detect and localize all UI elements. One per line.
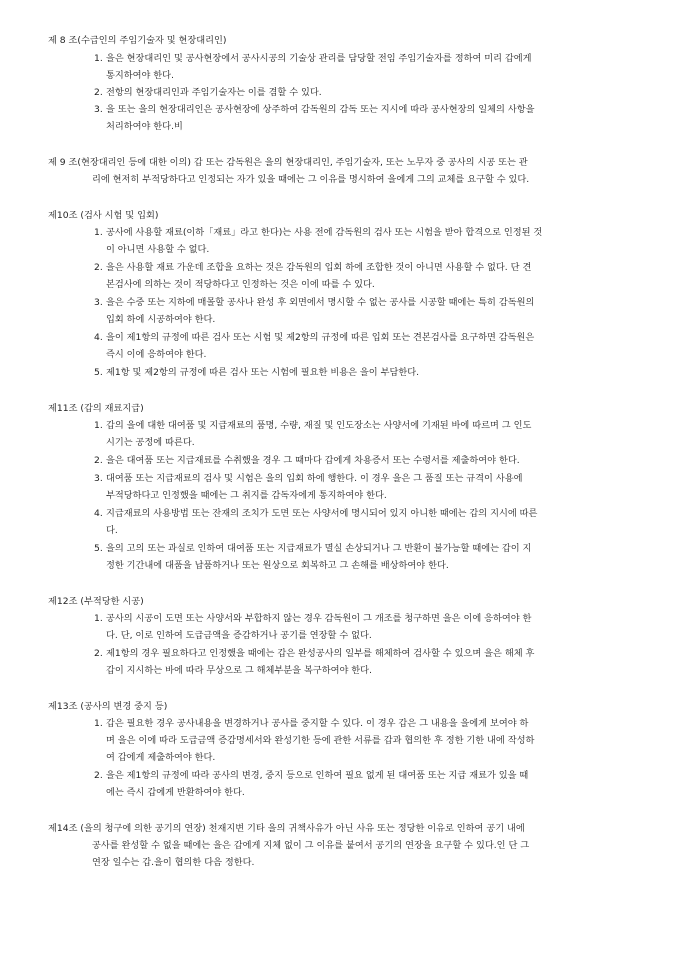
article-14-text: 제14조 (을의 청구에 의한 공기의 연장) 천재지변 기타 을의 귀책사유가 아닌 사유 또는 정당한 이유로 인하여 공기 내에 (48, 823, 525, 834)
item-text: 지급재료의 사용방법 또는 잔재의 조치가 도면 또는 사양서에 명시되어 있지 아니한 때에는 갑의 지시에 따른 (106, 508, 538, 519)
item-number: 3. (94, 297, 103, 308)
item-number: 5. (94, 543, 103, 554)
item-text: 즉시 이에 응하여야 한다. (106, 349, 207, 360)
item-number: 2. (94, 262, 103, 273)
item-text: 을은 대여품 또는 지급재료를 수취했을 경우 그 때마다 갑에게 차용증서 또는 수령서를 제출하여야 한다. (106, 455, 520, 466)
item-text: 갑의 을에 대한 대여품 및 지급재료의 품명, 수량, 재질 및 인도장소는 사양서에 기재된 바에 따르며 그 인도 (106, 420, 532, 431)
article-10-title: 제10조 (검사 시험 및 입회) (48, 210, 159, 221)
item-text: 을은 수중 또는 지하에 매몰할 공사나 완성 후 외면에서 명시할 수 없는 공사를 시공할 때에는 특히 감독원의 (106, 297, 535, 308)
item-text: 을이 제1항의 규정에 따른 검사 또는 시험 및 제2항의 규정에 따른 입회 또는 견본검사를 요구하면 감독원은 (106, 332, 535, 343)
article-8-title: 제 8 조(수급인의 주임기술자 및 현장대리인) (48, 35, 227, 46)
item-number: 1. (94, 718, 103, 729)
item-text: 을은 제1항의 규정에 따라 공사의 변경, 중지 등으로 인하여 필요 없게 된 대여품 또는 지급 재료가 있을 때 (106, 770, 529, 781)
item-number: 2. (94, 87, 103, 98)
article-14-text: 연장 일수는 갑.을이 협의한 다음 정한다. (92, 857, 255, 868)
item-text: 을 또는 을의 현장대리인은 공사현장에 상주하여 감독원의 감독 또는 지시에 따라 공사현장의 일체의 사항을 (106, 104, 535, 115)
item-text: 시기는 공정에 따른다. (106, 437, 195, 448)
item-number: 3. (94, 104, 103, 115)
item-number: 4. (94, 332, 103, 343)
item-text: 입회 하에 시공하여야 한다. (106, 314, 216, 325)
item-text: 처리하여야 한다.비 (106, 121, 183, 132)
article-9-text: 제 9 조(현장대리인 등에 대한 이의) 갑 또는 감독원은 을의 현장대리인, 주임기술자, 또는 노무자 중 공사의 시공 또는 관 (48, 157, 528, 168)
item-text: 공사에 사용할 재료(이하「재료」라고 한다)는 사용 전에 감독원의 검사 또는 시험을 받아 합격으로 인정된 것 (106, 227, 543, 238)
item-text: 며 을은 이에 따라 도급금액 증감명세서와 완성기한 등에 관한 서류를 갑과 협의한 후 정한 기한 내에 작성하 (106, 735, 535, 746)
item-number: 1. (94, 613, 103, 624)
item-number: 1. (94, 53, 103, 64)
item-text: 다. (106, 525, 118, 536)
item-text: 제1항 및 제2항의 규정에 따른 검사 또는 시험에 필요한 비용은 을이 부담한다. (106, 367, 419, 378)
item-number: 2. (94, 770, 103, 781)
article-11-title: 제11조 (갑의 재료지급) (48, 403, 144, 414)
item-text: 부적당하다고 인정했을 때에는 그 취지를 감독자에게 통지하여야 한다. (106, 490, 387, 501)
item-text: 전항의 현장대리인과 주임기술자는 이를 겸할 수 있다. (106, 87, 322, 98)
article-9-text: 리에 현저히 부적당하다고 인정되는 자가 있을 때에는 그 이유를 명시하여 을에게 그의 교체를 요구할 수 있다. (92, 174, 530, 185)
item-text: 여 갑에게 제출하여야 한다. (106, 752, 216, 763)
item-number: 1. (94, 227, 103, 238)
article-14-text: 공사를 완성할 수 없을 때에는 을은 갑에게 지체 없이 그 이유를 붙여서 공기의 연장을 요구할 수 있다.인 단 그 (92, 840, 530, 851)
item-text: 다. 단, 이로 인하여 도급금액을 증감하거나 공기를 연장할 수 없다. (106, 630, 372, 641)
item-text: 을은 현장대리인 및 공사현장에서 공사시공의 기술상 관리를 담당할 전임 주임기술자를 정하여 미리 갑에게 (106, 53, 532, 64)
item-number: 5. (94, 367, 103, 378)
item-number: 4. (94, 508, 103, 519)
article-13-title: 제13조 (공사의 변경 중지 등) (48, 701, 168, 712)
item-text: 이 아니면 사용할 수 없다. (106, 244, 210, 255)
item-number: 3. (94, 473, 103, 484)
article-12-title: 제12조 (부적당한 시공) (48, 596, 144, 607)
item-text: 을의 고의 또는 과실로 인하여 대여품 또는 지급재료가 멸실 손상되거나 그 반환이 불가능할 때에는 갑이 지 (106, 543, 532, 554)
item-text: 갑은 필요한 경우 공사내용을 변경하거나 공사를 중지할 수 있다. 이 경우 갑은 그 내용을 을에게 보여야 하 (106, 718, 529, 729)
item-number: 2. (94, 648, 103, 659)
item-text: 본검사에 의하는 것이 적당하다고 인정하는 것은 이에 따를 수 있다. (106, 279, 375, 290)
item-text: 정한 기간내에 대품을 납품하거나 또는 원상으로 회복하고 그 손해를 배상하여야 한다. (106, 560, 449, 571)
item-text: 을은 사용할 재료 가운데 조합을 요하는 것은 감독원의 입회 하에 조합한 것이 아니면 사용할 수 없다. 단 견 (106, 262, 532, 273)
item-text: 대여품 또는 지급재료의 검사 및 시험은 을의 입회 하에 행한다. 이 경우 을은 그 품질 또는 규격이 사용에 (106, 473, 523, 484)
item-text: 통지하여야 한다. (106, 70, 174, 81)
item-number: 1. (94, 420, 103, 431)
item-text: 갑이 지시하는 바에 따라 무상으로 그 해체부분을 복구하여야 한다. (106, 665, 372, 676)
item-text: 제1항의 경우 필요하다고 인정했을 때에는 갑은 완성공사의 일부를 해체하여 검사할 수 있으며 을은 해체 후 (106, 648, 535, 659)
item-text: 에는 즉시 갑에게 반환하여야 한다. (106, 787, 245, 798)
item-number: 2. (94, 455, 103, 466)
item-text: 공사의 시공이 도면 또는 사양서와 부합하지 않는 경우 감독원이 그 개조를 청구하면 을은 이에 응하여야 한 (106, 613, 532, 624)
